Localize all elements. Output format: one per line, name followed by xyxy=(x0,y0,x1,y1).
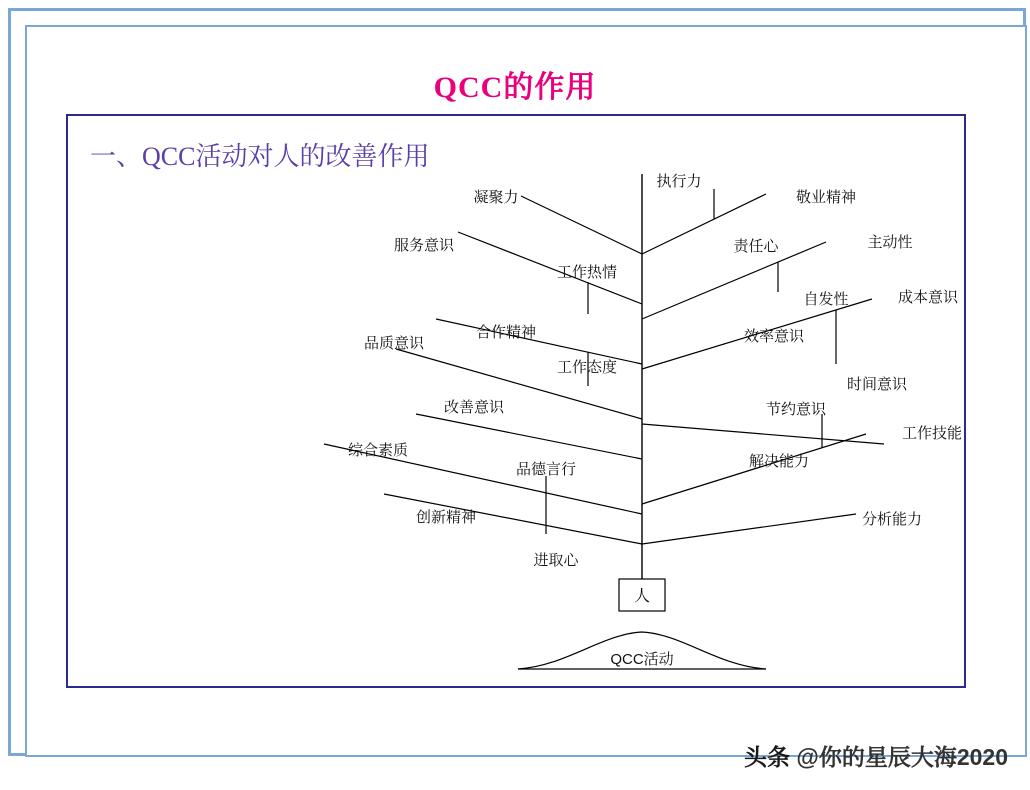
watermark xyxy=(744,739,1008,772)
node-label-r3: 责任心 xyxy=(733,238,779,255)
node-label-r7: 效率意识 xyxy=(743,328,805,345)
node-label-r10: 工作技能 xyxy=(901,425,962,442)
branch-right-6 xyxy=(642,514,856,544)
watermark-text: @你的星辰大海2020 xyxy=(796,744,1008,770)
page-title: QCC的作用 xyxy=(433,71,597,104)
watermark-prefix: 头条 xyxy=(744,744,791,770)
ground-label: QCC活动 xyxy=(610,651,674,668)
node-label-r11: 解决能力 xyxy=(748,453,810,470)
section-heading: 一、QCC活动对人的改善作用 xyxy=(90,142,430,171)
branch-right-4 xyxy=(642,424,884,444)
node-label-r4: 主动性 xyxy=(867,234,913,251)
node-label-l6: 工作态度 xyxy=(556,359,618,376)
node-label-r2: 敬业精神 xyxy=(795,189,857,206)
node-label-l7: 改善意识 xyxy=(443,399,505,416)
core-node-label: 人 xyxy=(633,588,651,605)
node-label-r6: 成本意识 xyxy=(897,289,959,306)
node-label-l11: 进取心 xyxy=(533,552,579,569)
qcc-tree-diagram xyxy=(66,114,962,684)
node-label-l5: 品质意识 xyxy=(363,335,425,352)
node-label-r9: 节约意识 xyxy=(765,401,827,418)
branch-left-1 xyxy=(521,196,642,254)
node-label-l2: 服务意识 xyxy=(393,237,455,254)
node-label-l1: 凝聚力 xyxy=(473,189,519,206)
node-label-l10: 创新精神 xyxy=(415,509,477,526)
branch-left-5 xyxy=(416,414,642,459)
node-label-l9: 品德言行 xyxy=(515,461,577,478)
node-label-l8: 综合素质 xyxy=(347,442,409,459)
branch-left-3 xyxy=(436,319,642,364)
node-label-r8: 时间意识 xyxy=(846,376,908,393)
node-label-l4: 合作精神 xyxy=(475,324,537,341)
node-label-r5: 自发性 xyxy=(803,291,849,308)
node-label-r1: 执行力 xyxy=(656,173,702,190)
node-label-r12: 分析能力 xyxy=(861,511,923,528)
node-label-l3: 工作热情 xyxy=(556,264,618,281)
